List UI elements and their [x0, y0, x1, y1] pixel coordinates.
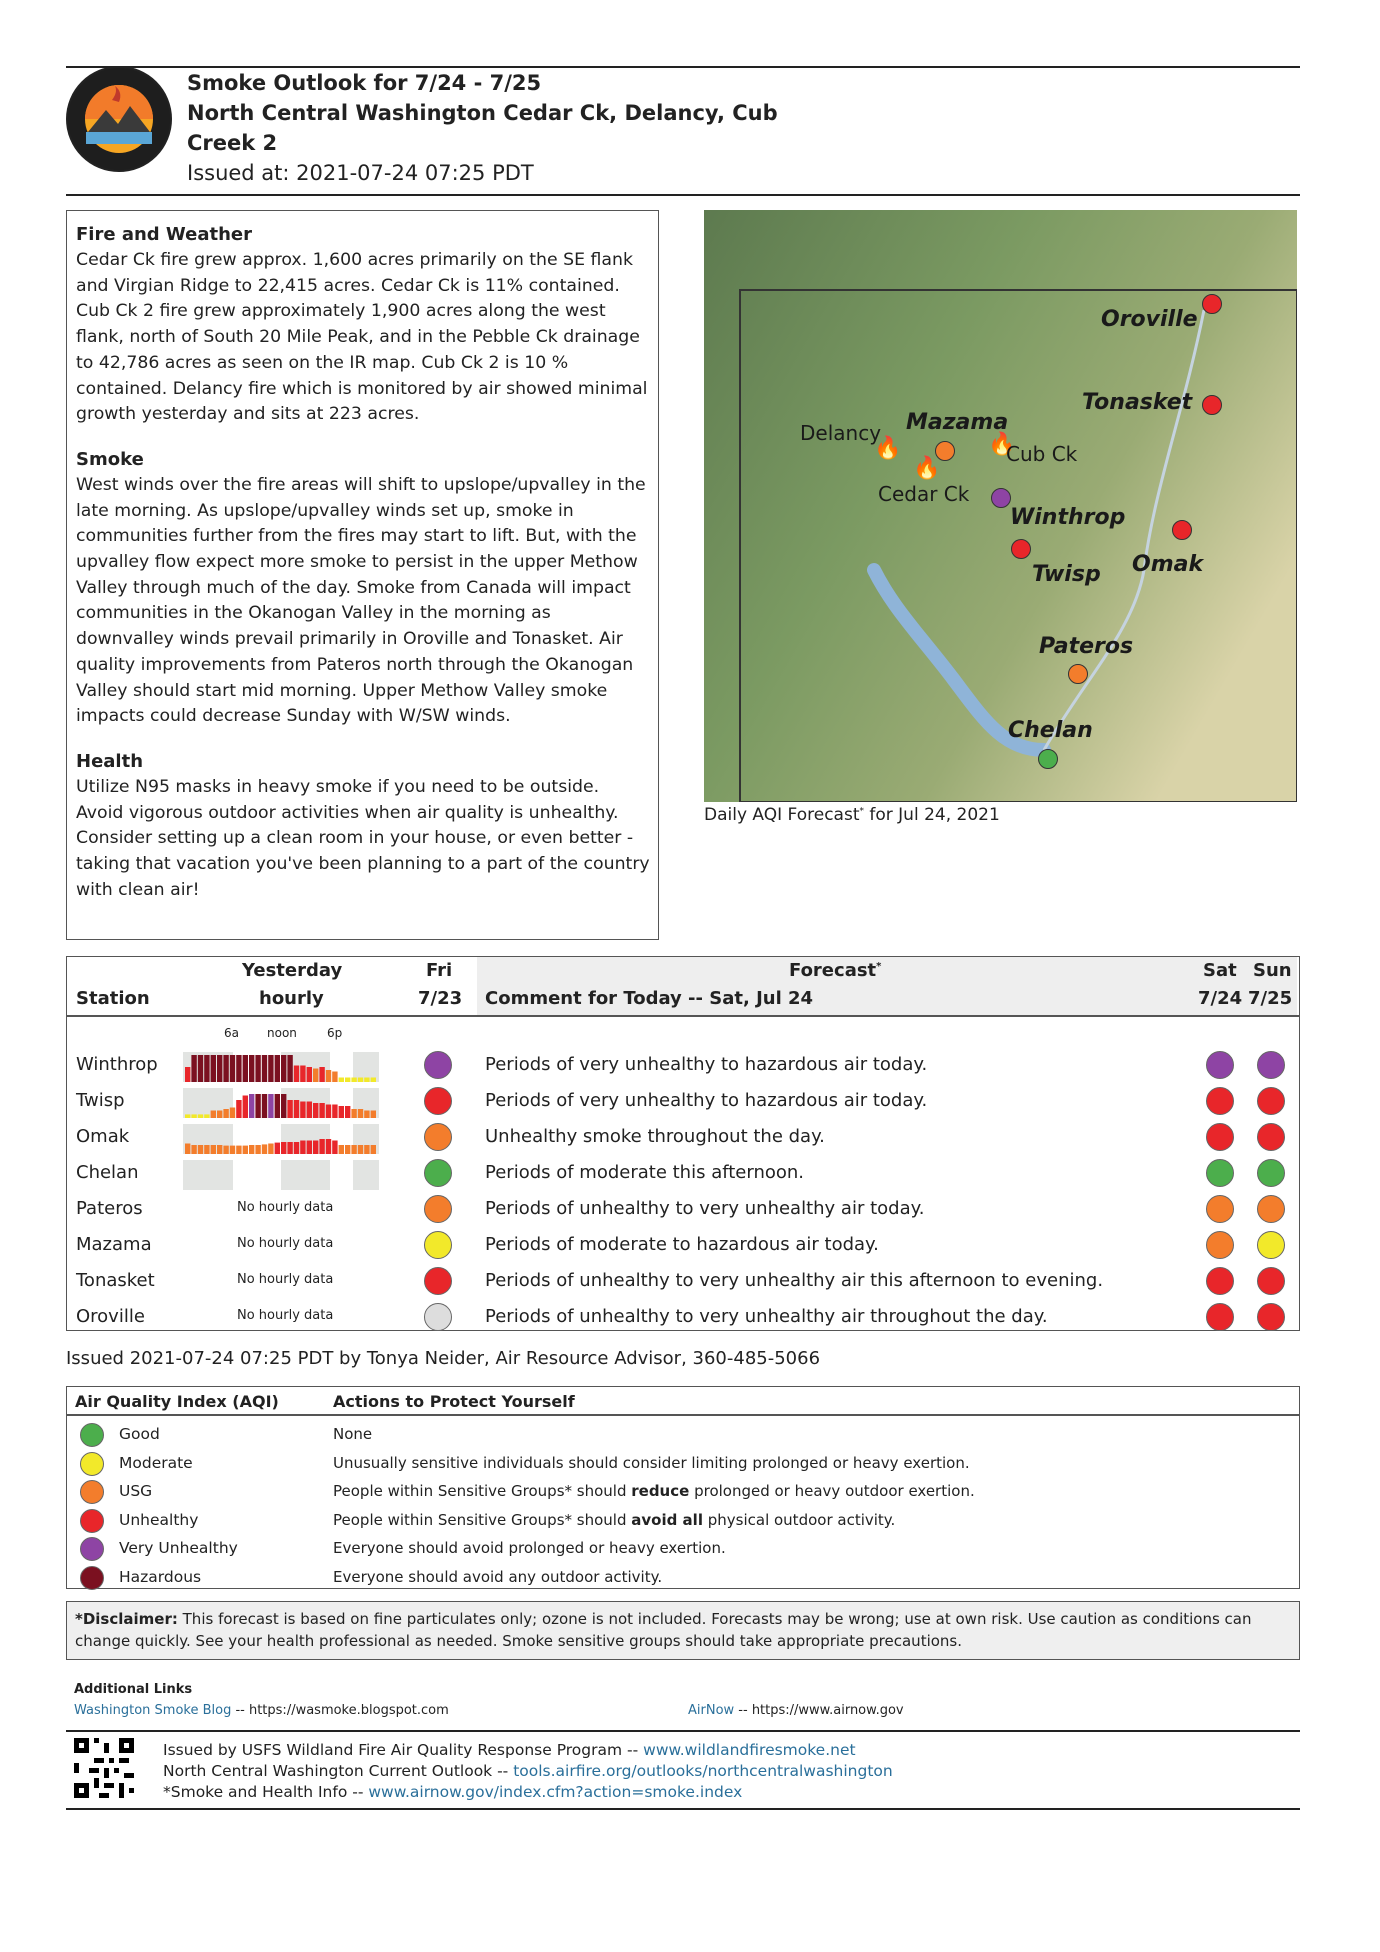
col-forecast — [789, 960, 881, 981]
aqi-level-row — [67, 1535, 1299, 1563]
sun-aqi-dot — [1257, 1195, 1285, 1223]
fri-aqi-dot — [424, 1195, 452, 1223]
station-name: Pateros — [76, 1198, 143, 1219]
hourly-bar — [339, 1078, 344, 1083]
fire-weather-heading: Fire and Weather — [76, 224, 253, 245]
airnow-url: -- https://www.airnow.gov — [734, 1703, 904, 1718]
hourly-bar — [287, 1100, 292, 1118]
fire-icon: 🔥 — [874, 436, 902, 461]
hourly-bar — [243, 1055, 248, 1082]
station-row — [67, 1227, 1299, 1263]
aqi-level-name: Good — [119, 1425, 160, 1443]
hourly-bar — [332, 1072, 337, 1083]
town-label-winthrop: Winthrop — [1010, 505, 1126, 530]
fire-icon: 🔥 — [913, 456, 941, 481]
hourly-bar — [268, 1055, 273, 1082]
hourly-bar — [281, 1055, 286, 1082]
station-name: Oroville — [76, 1306, 145, 1327]
station-name: Chelan — [76, 1162, 139, 1183]
aqi-level-name: Very Unhealthy — [119, 1539, 238, 1558]
disclaimer-label: *Disclaimer: — [75, 1610, 178, 1628]
hourly-bar — [255, 1145, 260, 1154]
hourly-bar — [319, 1067, 324, 1082]
town-label-mazama: Mazama — [906, 410, 1009, 435]
marker-twisp[interactable] — [1011, 539, 1031, 559]
hourly-sparkline — [183, 1052, 379, 1082]
col-sat-date: 7/24 — [1198, 988, 1243, 1009]
sat-aqi-dot — [1206, 1159, 1234, 1187]
table-header-rule — [67, 1015, 1299, 1017]
station-row — [67, 1155, 1299, 1191]
hourly-bar — [211, 1111, 216, 1119]
hourly-bar — [364, 1111, 369, 1119]
hourly-bar — [371, 1145, 376, 1154]
map-caption-sup: * — [859, 806, 864, 817]
aqi-color-dot — [80, 1509, 104, 1533]
fire-label-delancy: Delancy — [800, 421, 882, 445]
hourly-bar — [313, 1141, 318, 1155]
hourly-bar — [217, 1055, 222, 1082]
hourly-bar — [223, 1109, 228, 1118]
hourly-bar — [332, 1105, 337, 1119]
marker-tonasket[interactable] — [1202, 395, 1222, 415]
hourly-bar — [339, 1106, 344, 1118]
sat-aqi-dot — [1206, 1231, 1234, 1259]
hourly-bar — [313, 1069, 318, 1083]
town-label-tonasket: Tonasket — [1082, 390, 1193, 415]
hourly-bar — [358, 1109, 363, 1118]
town-label-omak: Omak — [1132, 552, 1204, 577]
hourly-bar — [332, 1141, 337, 1155]
hourly-bar — [294, 1142, 299, 1154]
outlook-text-box — [66, 210, 659, 940]
sat-aqi-dot — [1206, 1195, 1234, 1223]
footer-line-1 — [163, 1741, 856, 1759]
tick-6p: 6p — [327, 1026, 343, 1040]
hourly-bar — [217, 1111, 222, 1119]
sat-aqi-dot — [1206, 1123, 1234, 1151]
sun-aqi-dot — [1257, 1159, 1285, 1187]
title-line-3: Creek 2 — [187, 131, 278, 155]
col-hourly: hourly — [259, 988, 324, 1009]
qr-code-icon — [74, 1738, 134, 1798]
forecast-comment: Periods of very unhealthy to hazardous air today. — [485, 1054, 928, 1075]
aqi-level-row — [67, 1507, 1299, 1535]
hourly-bar — [319, 1139, 324, 1154]
aqi-action: Everyone should avoid prolonged or heavy exertion. — [333, 1539, 726, 1558]
hourly-bar — [255, 1094, 260, 1118]
hourly-bar — [351, 1109, 356, 1118]
hourly-bar — [345, 1145, 350, 1154]
aqi-level-row — [67, 1478, 1299, 1506]
hourly-bar — [249, 1055, 254, 1082]
sat-aqi-dot — [1206, 1087, 1234, 1115]
fri-aqi-dot — [424, 1051, 452, 1079]
hourly-bar — [345, 1078, 350, 1083]
footer-l2-text: North Central Washington Current Outlook -- — [163, 1762, 514, 1780]
hourly-bar — [326, 1105, 331, 1119]
hourly-bar — [307, 1067, 312, 1082]
hourly-bar — [204, 1145, 209, 1154]
aqi-color-dot — [80, 1566, 104, 1590]
link-wa-smoke-blog[interactable] — [74, 1703, 449, 1718]
blog-url: -- https://wasmoke.blogspot.com — [231, 1703, 449, 1718]
hourly-bar — [345, 1106, 350, 1118]
issued-at: Issued at: 2021-07-24 07:25 PDT — [187, 161, 534, 185]
hourly-bar — [185, 1144, 190, 1155]
hourly-bar — [230, 1055, 235, 1082]
hourly-bar — [236, 1100, 241, 1118]
hourly-bar — [275, 1143, 280, 1154]
link-airfire-outlook[interactable]: tools.airfire.org/outlooks/northcentralwashington — [513, 1762, 893, 1780]
hourly-bar — [262, 1055, 267, 1082]
hourly-bar — [204, 1114, 209, 1118]
hourly-bar — [275, 1055, 280, 1082]
disclaimer-box — [66, 1601, 1300, 1660]
town-label-oroville: Oroville — [1101, 307, 1198, 332]
station-forecast-table — [66, 956, 1300, 1331]
hourly-bar — [211, 1145, 216, 1154]
hourly-bar — [255, 1055, 260, 1082]
sun-aqi-dot — [1257, 1267, 1285, 1295]
station-row — [67, 1299, 1299, 1335]
sun-aqi-dot — [1257, 1087, 1285, 1115]
hourly-bar — [281, 1142, 286, 1154]
forecast-comment: Periods of unhealthy to very unhealthy air throughout the day. — [485, 1306, 1048, 1327]
health-heading: Health — [76, 750, 144, 772]
hourly-bar — [198, 1114, 203, 1118]
aqi-color-dot — [80, 1423, 104, 1447]
hourly-bar — [191, 1055, 196, 1082]
no-hourly-data: No hourly data — [237, 1236, 334, 1251]
fri-aqi-dot — [424, 1159, 452, 1187]
town-label-twisp: Twisp — [1032, 562, 1101, 587]
map-caption — [704, 805, 1000, 825]
aqi-level-name: Moderate — [119, 1453, 193, 1472]
footer-line-2 — [163, 1762, 893, 1780]
aqi-action: Unusually sensitive individuals should consider limiting prolonged or heavy exertion. — [333, 1453, 970, 1472]
health-body: Utilize N95 masks in heavy smoke if you need to be outside. Avoid vigorous outdoor activities when air quality is unhealthy. Consider setting up a clean room in your house, or even better - taking that vacation you've been planning to a part of the country with clean air! — [76, 776, 650, 900]
map-caption-text: Daily AQI Forecast — [704, 805, 860, 825]
footer-l1-text: Issued by USFS Wildland Fire Air Quality Response Program -- — [163, 1741, 644, 1759]
marker-omak[interactable] — [1172, 520, 1192, 540]
col-fri-date: 7/23 — [418, 988, 463, 1009]
hourly-bar — [319, 1103, 324, 1118]
marker-oroville[interactable] — [1202, 294, 1222, 314]
link-wildlandfiresmoke[interactable]: www.wildlandfiresmoke.net — [643, 1741, 856, 1759]
hourly-bar — [371, 1111, 376, 1119]
no-hourly-data: No hourly data — [237, 1200, 334, 1215]
hourly-bar — [217, 1145, 222, 1154]
hourly-bar — [294, 1066, 299, 1083]
station-name: Twisp — [76, 1090, 125, 1111]
fri-aqi-dot — [424, 1087, 452, 1115]
hourly-bar — [223, 1146, 228, 1154]
hourly-bar — [191, 1114, 196, 1118]
footer-line-3 — [163, 1783, 742, 1801]
aqi-action: None — [333, 1425, 373, 1443]
hourly-sparkline — [183, 1160, 379, 1190]
hourly-bar — [313, 1103, 318, 1118]
station-row — [67, 1083, 1299, 1119]
aqi-action: People within Sensitive Groups* should reduce prolonged or heavy outdoor exertion. — [333, 1482, 975, 1501]
marker-chelan[interactable] — [1038, 749, 1058, 769]
title-line-1: Smoke Outlook for 7/24 - 7/25 — [187, 71, 542, 95]
col-sun: Sun — [1253, 960, 1292, 981]
aqi-color-dot — [80, 1452, 104, 1476]
forecast-comment: Periods of very unhealthy to hazardous air today. — [485, 1090, 928, 1111]
aqi-legend — [66, 1386, 1300, 1589]
aqi-header-rule — [67, 1414, 1299, 1416]
hourly-bar — [351, 1145, 356, 1154]
marker-pateros[interactable] — [1068, 664, 1088, 684]
hourly-bar — [243, 1146, 248, 1154]
aqi-action: People within Sensitive Groups* should avoid all physical outdoor activity. — [333, 1510, 896, 1529]
link-airnow-smoke[interactable]: www.airnow.gov/index.cfm?action=smoke.index — [368, 1783, 743, 1801]
fire-label-cedar-ck: Cedar Ck — [878, 482, 970, 506]
fri-aqi-dot — [424, 1303, 452, 1331]
station-name: Winthrop — [76, 1054, 158, 1075]
hourly-bar — [358, 1078, 363, 1083]
col-forecast-text: Forecast — [789, 960, 877, 981]
disclaimer-text: This forecast is based on fine particulates only; ozone is not included. Forecasts may be wrong; use at own risk. Use caution as conditions can change quickly. See your health professional as needed. Smoke sensitive groups should take appropriate precautions. — [75, 1610, 1252, 1650]
hourly-sparkline — [183, 1124, 379, 1154]
aqi-level-row — [67, 1450, 1299, 1478]
tick-noon: noon — [267, 1026, 297, 1040]
hourly-bar — [230, 1146, 235, 1154]
hourly-bar — [236, 1146, 241, 1154]
col-station: Station — [76, 988, 150, 1009]
hourly-bar — [204, 1055, 209, 1082]
hourly-sparkline — [183, 1088, 379, 1118]
blog-link[interactable]: Washington Smoke Blog — [74, 1703, 232, 1718]
sun-aqi-dot — [1257, 1123, 1285, 1151]
col-sat: Sat — [1203, 960, 1237, 981]
station-row — [67, 1263, 1299, 1299]
smoke-body: West winds over the fire areas will shift to upslope/upvalley in the late morning. As upslope/upvalley winds set up, smoke in communities further from the fires may start to lift. But, with the upvalley flow expect more smoke to persist in the upper Methow Valley through much of the day. Smoke from Canada will impact communities in the Okanogan Valley in the morning as downvalley winds prevail primarily in Oroville and Tonasket. Air quality improvements from Pateros north through the Okanogan Valley should start mid morning. Upper Methow Valley smoke impacts could decrease Sunday with W/SW winds. — [76, 474, 646, 727]
hourly-bar — [287, 1142, 292, 1154]
hourly-bar — [185, 1114, 190, 1118]
hourly-bar — [364, 1145, 369, 1154]
fri-aqi-dot — [424, 1267, 452, 1295]
sat-aqi-dot — [1206, 1303, 1234, 1331]
hourly-bar — [339, 1145, 344, 1154]
hourly-bar — [326, 1070, 331, 1082]
forecast-comment: Periods of unhealthy to very unhealthy air this afternoon to evening. — [485, 1270, 1104, 1291]
hourly-bar — [287, 1055, 292, 1082]
hourly-bar — [358, 1145, 363, 1154]
tick-6a: 6a — [224, 1026, 239, 1040]
hourly-bar — [198, 1055, 203, 1082]
town-label-chelan: Chelan — [1008, 718, 1093, 743]
hourly-bar — [281, 1094, 286, 1118]
fire-label-cub-ck: Cub Ck — [1006, 442, 1078, 466]
hourly-bar — [326, 1139, 331, 1154]
aqi-level-name: USG — [119, 1482, 153, 1501]
no-hourly-data: No hourly data — [237, 1308, 334, 1323]
station-row — [67, 1191, 1299, 1227]
hourly-bar — [300, 1102, 305, 1119]
col-sun-date: 7/25 — [1248, 988, 1293, 1009]
program-logo — [66, 66, 172, 172]
aqi-index-heading: Air Quality Index (AQI) — [75, 1392, 279, 1411]
link-airnow[interactable] — [688, 1703, 904, 1718]
marker-winthrop[interactable] — [991, 488, 1011, 508]
station-name: Tonasket — [76, 1270, 155, 1291]
fire-icon: 🔥 — [988, 432, 1016, 457]
hourly-bar — [223, 1055, 228, 1082]
sun-aqi-dot — [1257, 1231, 1285, 1259]
footer-rule-bottom — [66, 1808, 1300, 1810]
hourly-bar — [307, 1141, 312, 1155]
col-yesterday: Yesterday — [242, 960, 343, 981]
hourly-bar — [198, 1145, 203, 1154]
aqi-forecast-map[interactable] — [704, 210, 1297, 802]
town-label-pateros: Pateros — [1039, 634, 1134, 659]
hourly-bar — [268, 1094, 273, 1118]
header-rule — [66, 194, 1300, 196]
aqi-level-name: Unhealthy — [119, 1510, 199, 1529]
aqi-level-row — [67, 1564, 1299, 1592]
sat-aqi-dot — [1206, 1267, 1234, 1295]
station-name: Omak — [76, 1126, 130, 1147]
hourly-bar — [262, 1094, 267, 1118]
col-forecast-sup: * — [876, 961, 882, 972]
hourly-bar — [300, 1141, 305, 1155]
forecast-comment: Periods of unhealthy to very unhealthy air today. — [485, 1198, 925, 1219]
aqi-color-dot — [80, 1537, 104, 1561]
aqi-level-row — [67, 1421, 1299, 1449]
fri-aqi-dot — [424, 1231, 452, 1259]
col-fri: Fri — [426, 960, 453, 981]
aqi-color-dot — [80, 1480, 104, 1504]
hourly-bar — [249, 1094, 254, 1118]
sun-aqi-dot — [1257, 1051, 1285, 1079]
forecast-comment: Periods of moderate to hazardous air today. — [485, 1234, 879, 1255]
sun-aqi-dot — [1257, 1303, 1285, 1331]
smoke-heading: Smoke — [76, 448, 144, 470]
station-row — [67, 1047, 1299, 1083]
hourly-bar — [275, 1094, 280, 1118]
col-comment: Comment for Today -- Sat, Jul 24 — [485, 988, 814, 1009]
hourly-bar — [243, 1096, 248, 1119]
hourly-bar — [236, 1055, 241, 1082]
hourly-bar — [191, 1145, 196, 1154]
hourly-bar — [364, 1078, 369, 1083]
footer-l3-text: *Smoke and Health Info -- — [163, 1783, 369, 1801]
additional-links-heading: Additional Links — [74, 1682, 193, 1697]
aqi-action: Everyone should avoid any outdoor activity. — [333, 1568, 663, 1586]
no-hourly-data: No hourly data — [237, 1272, 334, 1287]
hourly-bar — [294, 1100, 299, 1118]
hourly-bar — [300, 1066, 305, 1083]
page-title — [187, 68, 778, 158]
hourly-bar — [307, 1102, 312, 1119]
station-name: Mazama — [76, 1234, 152, 1255]
hourly-bar — [262, 1144, 267, 1154]
hourly-bar — [230, 1108, 235, 1119]
hourly-bar — [351, 1078, 356, 1083]
fire-weather-body: Cedar Ck fire grew approx. 1,600 acres primarily on the SE flank and Virgian Ridge to 22,415 acres. Cedar Ck is 11% contained. Cub Ck 2 fire grew approximately 1,900 acres along the west flank, north of South 20 Mile Peak, and in the Pebble Ck drainage to 42,786 acres as seen on the IR map. Cub Ck 2 is 10 % contained. Delancy fire which is monitored by air showed minimal growth yesterday and sits at 223 acres. — [76, 250, 648, 425]
hourly-bar — [211, 1055, 216, 1082]
station-row — [67, 1119, 1299, 1155]
fri-aqi-dot — [424, 1123, 452, 1151]
footer-rule-top — [66, 1730, 1300, 1732]
forecast-comment: Unhealthy smoke throughout the day. — [485, 1126, 825, 1147]
forecast-comment: Periods of moderate this afternoon. — [485, 1162, 805, 1183]
airnow-link[interactable]: AirNow — [688, 1703, 735, 1718]
hourly-bar — [249, 1145, 254, 1154]
aqi-actions-heading: Actions to Protect Yourself — [333, 1392, 575, 1411]
issued-by: Issued 2021-07-24 07:25 PDT by Tonya Neider, Air Resource Advisor, 360-485-5066 — [66, 1348, 821, 1369]
hourly-bar — [185, 1067, 190, 1082]
hourly-bar — [268, 1144, 273, 1155]
map-caption-date: for Jul 24, 2021 — [863, 805, 1000, 825]
hourly-bar — [371, 1078, 376, 1083]
aqi-level-name: Hazardous — [119, 1568, 202, 1586]
title-line-2: North Central Washington Cedar Ck, Delancy, Cub — [187, 101, 778, 125]
sat-aqi-dot — [1206, 1051, 1234, 1079]
